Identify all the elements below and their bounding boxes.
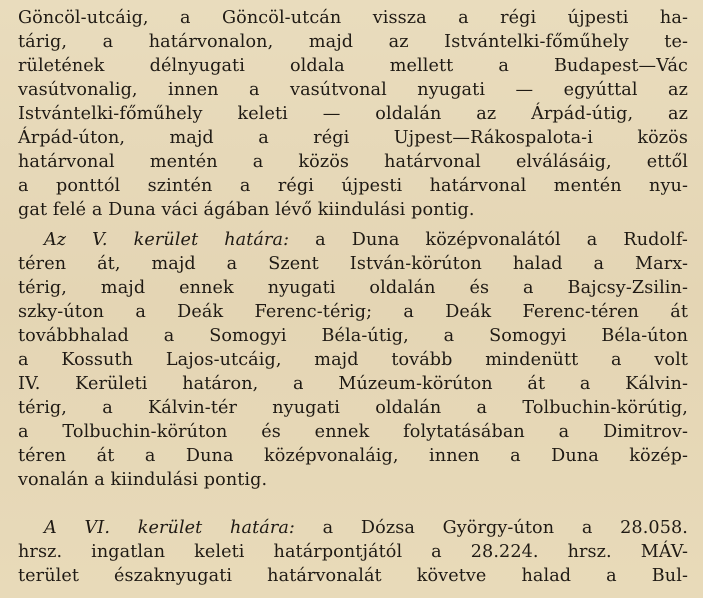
text-line: IV. Kerületi határon, a Múzeum-körúton át a Kálvin- xyxy=(18,374,688,394)
text-line: tárig, a határvonalon, majd az Istvántelki-főműhely te- xyxy=(18,32,688,52)
paragraph-heading: A VI. kerület határa: xyxy=(44,518,295,538)
text-line: térig, majd ennek nyugati oldalán és a Bajcsy-Zsilin- xyxy=(18,278,688,298)
paragraph-heading: Az V. kerület határa: xyxy=(44,230,290,250)
text-line: térig, a Kálvin-tér nyugati oldalán a Tolbuchin-körútig, xyxy=(18,398,688,418)
text-line: a Kossuth Lajos-utcáig, majd tovább mindenütt a volt xyxy=(18,350,688,370)
text-line: továbbhalad a Somogyi Béla-útig, a Somogyi Béla-úton xyxy=(18,326,688,346)
text-line: téren át, majd a Szent István-körúton halad a Marx- xyxy=(18,254,688,274)
text-line: Göncöl-utcáig, a Göncöl-utcán vissza a régi újpesti ha- xyxy=(18,8,688,28)
text-line: vasútvonalig, innen a vasútvonal nyugati — egyúttal az xyxy=(18,80,688,100)
text-line: terület északnyugati határvonalát követve halad a Bul- xyxy=(18,566,688,586)
text-line: téren át a Duna középvonaláig, innen a Duna közép- xyxy=(18,446,688,466)
text-span: a Dózsa György-úton a 28.058. xyxy=(322,518,688,538)
text-line: Istvántelki-főműhely keleti — oldalán az Árpád-útig, az xyxy=(18,104,688,124)
text-line: a ponttól szintén a régi újpesti határvonal mentén nyu- xyxy=(18,176,688,196)
paragraph-first-line xyxy=(44,228,688,252)
text-line: a Tolbuchin-körúton és ennek folytatásában a Dimitrov- xyxy=(18,422,688,442)
text-line: rületének délnyugati oldala mellett a Budapest—Vác xyxy=(18,56,688,76)
text-line: Árpád-úton, majd a régi Ujpest—Rákospalota-i közös xyxy=(18,128,688,148)
text-line: határvonal mentén a közös határvonal elválásáig, ettől xyxy=(18,152,688,172)
text-line: hrsz. ingatlan keleti határpontjától a 28.224. hrsz. MÁV- xyxy=(18,542,688,562)
text-span: a Duna középvonalától a Rudolf- xyxy=(315,230,688,250)
text-line: gat felé a Duna váci ágában lévő kiindulási pontig. xyxy=(18,200,475,220)
text-line: vonalán a kiindulási pontig. xyxy=(18,470,268,490)
text-line: szky-úton a Deák Ferenc-térig; a Deák Ferenc-téren át xyxy=(18,302,688,322)
paragraph-first-line xyxy=(44,516,688,540)
